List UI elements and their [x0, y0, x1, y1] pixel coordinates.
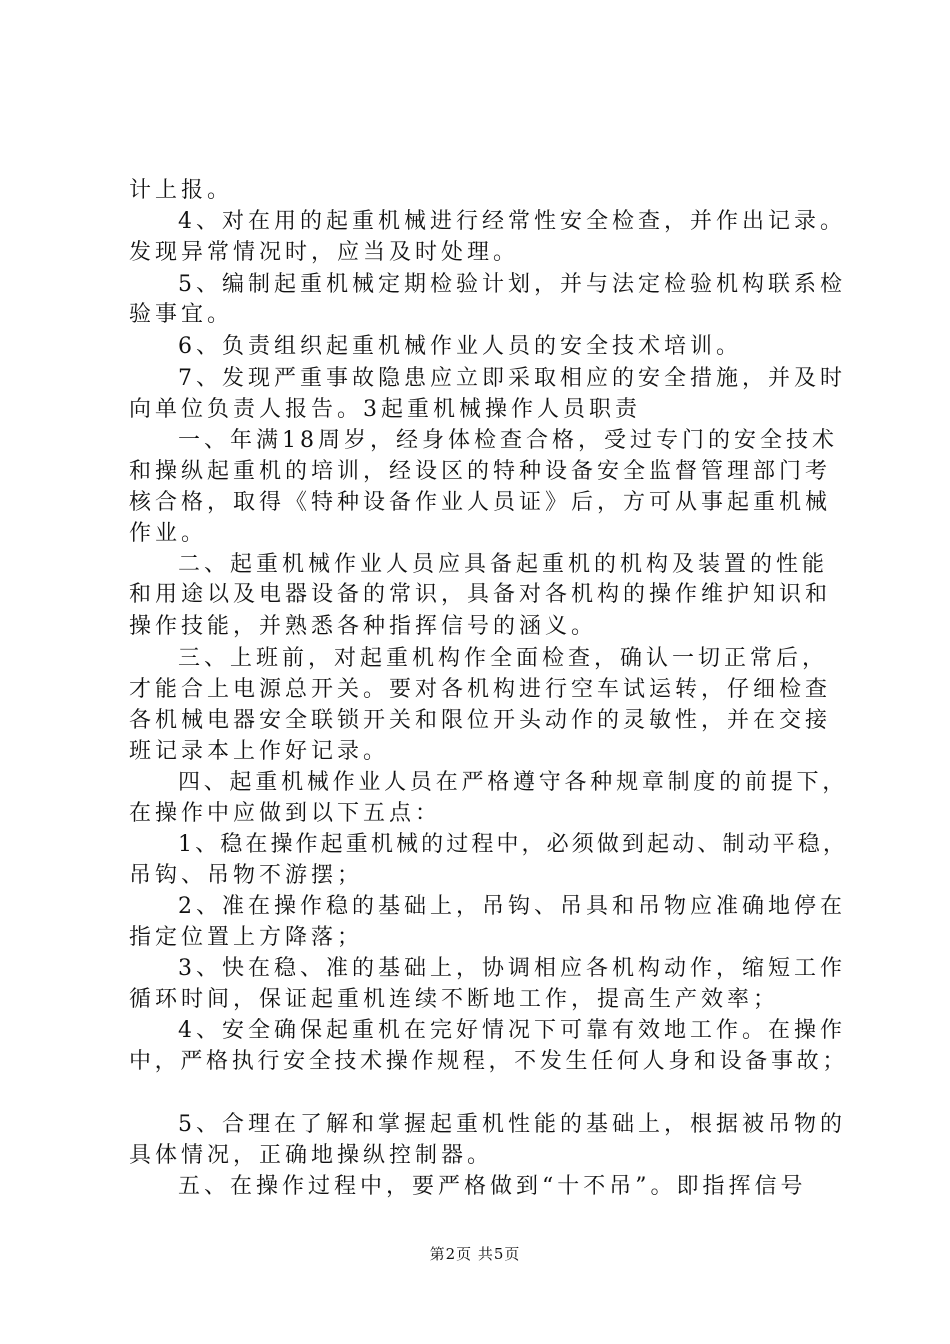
- text-line: 在操作中应做到以下五点：: [129, 801, 442, 826]
- text-line: 和操纵起重机的培训，经设区的特种设备安全监督管理部门考: [129, 459, 832, 484]
- text-line: 作业。: [129, 521, 208, 546]
- text-line: 1、稳在操作起重机械的过程中，必须做到起动、制动平稳，: [178, 832, 848, 857]
- text-line: 五、在操作过程中，要严格做到“十不吊”。即指挥信号: [178, 1174, 807, 1199]
- text-line: 班记录本上作好记录。: [129, 739, 390, 764]
- text-line: 计上报。: [129, 178, 234, 203]
- text-line: 验事宜。: [129, 302, 234, 327]
- text-line: 四、起重机械作业人员在严格遵守各种规章制度的前提下，: [178, 770, 849, 795]
- text-line: 和用途以及电器设备的常识，具备对各机构的操作维护知识和: [129, 582, 832, 607]
- text-line: 才能合上电源总开关。要对各机构进行空车试运转，仔细检查: [129, 677, 832, 702]
- text-line: 循环时间，保证起重机连续不断地工作，提高生产效率；: [129, 987, 780, 1012]
- text-line: 三、上班前，对起重机构作全面检查，确认一切正常后，: [178, 646, 829, 671]
- text-line: 各机械电器安全联锁开关和限位开头动作的灵敏性，并在交接: [129, 708, 832, 733]
- text-line: 3、快在稳、准的基础上，协调相应各机构动作，缩短工作: [178, 956, 846, 981]
- text-line: 吊钩、吊物不游摆；: [129, 863, 364, 888]
- text-line: 6、负责组织起重机械作业人员的安全技术培训。: [178, 334, 742, 359]
- text-line: 发现异常情况时，应当及时处理。: [129, 240, 520, 265]
- text-line: 4、对在用的起重机械进行经常性安全检查，并作出记录。: [178, 209, 846, 234]
- text-line: 指定位置上方降落；: [129, 925, 364, 950]
- text-line: 一、年满18周岁，经身体检查合格，受过专门的安全技术: [178, 428, 838, 453]
- text-line: 核合格，取得《特种设备作业人员证》后，方可从事起重机械: [129, 490, 832, 515]
- text-line: 具体情况，正确地操纵控制器。: [129, 1143, 494, 1168]
- text-line: 中，严格执行安全技术操作规程，不发生任何人身和设备事故；: [129, 1049, 849, 1074]
- text-line: 操作技能，并熟悉各种指挥信号的涵义。: [129, 614, 598, 639]
- page-number: 第2页 共5页: [429, 1245, 521, 1263]
- text-line: 2、准在操作稳的基础上，吊钩、吊具和吊物应准确地停在: [178, 894, 846, 919]
- text-line: 4、安全确保起重机在完好情况下可靠有效地工作。在操作: [178, 1018, 846, 1043]
- text-line: 5、合理在了解和掌握起重机性能的基础上，根据被吊物的: [178, 1112, 846, 1137]
- text-line: 向单位负责人报告。3起重机械操作人员职责: [129, 397, 641, 422]
- text-line: 7、发现严重事故隐患应立即采取相应的安全措施，并及时: [178, 366, 846, 391]
- text-line: 5、编制起重机械定期检验计划，并与法定检验机构联系检: [178, 272, 846, 297]
- text-line: 二、起重机械作业人员应具备起重机的机构及装置的性能: [178, 552, 829, 577]
